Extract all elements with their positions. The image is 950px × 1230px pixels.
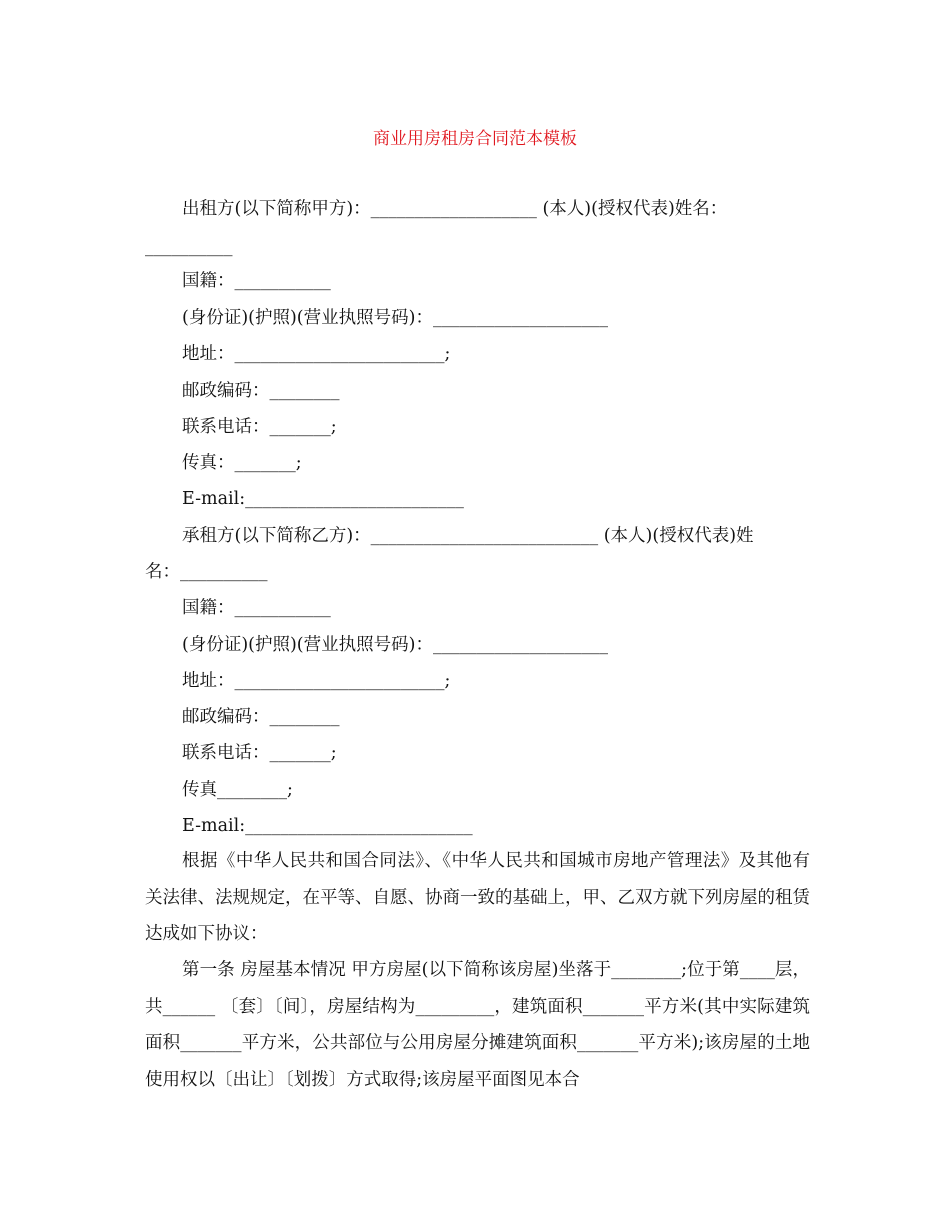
document-title: 商业用房租房合同范本模板 xyxy=(373,129,577,149)
lessee-nationality: 国籍：___________ xyxy=(182,598,331,618)
lessor-postcode: 邮政编码：________ xyxy=(182,381,340,401)
lessor-fax: 传真：_______; xyxy=(182,453,302,473)
lessee-fax: 传真________; xyxy=(182,780,293,800)
lessee-postcode: 邮政编码：________ xyxy=(182,707,340,727)
lessee-name-blank: 名：__________ xyxy=(145,562,268,582)
lessee-id-number: (身份证)(护照)(营业执照号码)：____________________ xyxy=(182,635,608,655)
lessee-address: 地址：________________________; xyxy=(182,671,451,691)
lessor-name-blank: __________ xyxy=(145,237,233,257)
lessor-line: 出租方(以下简称甲方)：___________________ (本人)(授权代表)姓名： xyxy=(182,199,728,219)
lessor-email: E-mail:_________________________ xyxy=(182,489,464,509)
lessee-phone: 联系电话：_______; xyxy=(182,743,337,763)
lessor-id-number: (身份证)(护照)(营业执照号码)：____________________ xyxy=(182,308,608,328)
lessee-line: 承租方(以下简称乙方)：__________________________ (本人)(授权代表)姓 xyxy=(182,526,754,546)
lessor-nationality: 国籍：___________ xyxy=(182,271,331,291)
lessor-phone: 联系电话：_______; xyxy=(182,417,337,437)
lessee-email: E-mail:__________________________ xyxy=(182,816,473,836)
article-one-paragraph: 第一条 房屋基本情况 甲方房屋(以下简称该房屋)坐落于________;位于第____层，共______ 〔套〕〔间〕，房屋结构为_________，建筑面积_______平方米(其中实际建筑面积_______平方米，公共部位与公用房屋分摊建筑面积_______平方米);该房屋的土地使用权以〔出让〕〔划拨〕方式取得;该房屋平面图见本合 xyxy=(145,960,810,1090)
legal-basis-paragraph: 根据《中华人民共和国合同法》、《中华人民共和国城市房地产管理法》及其他有关法律、法规规定，在平等、自愿、协商一致的基础上，甲、乙双方就下列房屋的租赁达成如下协议： xyxy=(145,851,810,944)
lessor-address: 地址：________________________; xyxy=(182,344,451,364)
